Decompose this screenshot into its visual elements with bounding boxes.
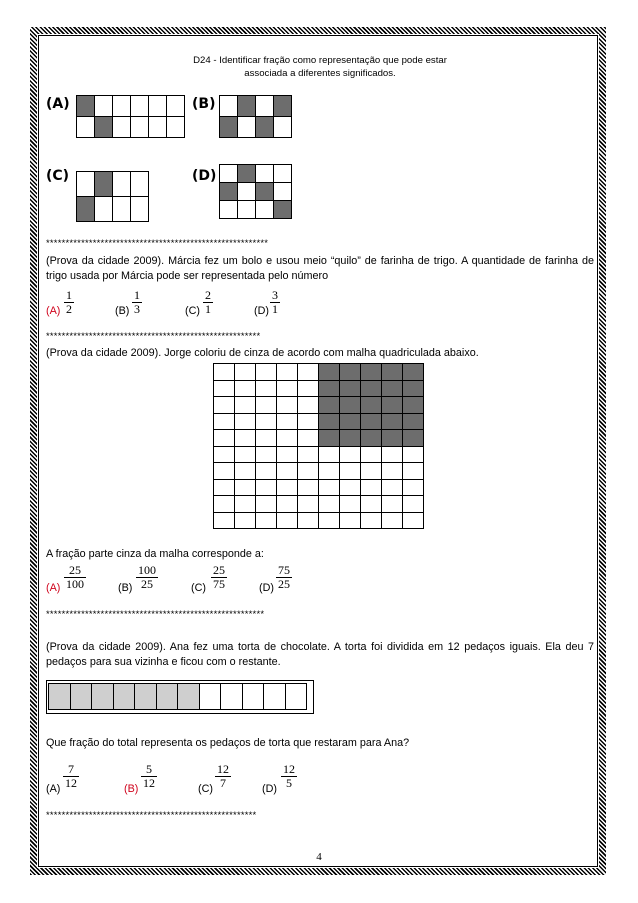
grid-cell xyxy=(339,396,361,414)
grid-cell xyxy=(234,479,256,497)
q1-option-fraction xyxy=(203,289,213,316)
grid-cell xyxy=(297,396,319,414)
pie-piece xyxy=(70,683,93,710)
grid-cell xyxy=(339,380,361,398)
grid-cell xyxy=(94,171,113,197)
grid-cell xyxy=(360,512,382,530)
grid-cell xyxy=(213,396,235,414)
grid-cell xyxy=(381,446,403,464)
grid-cell xyxy=(219,164,238,183)
grid-cell xyxy=(297,429,319,447)
denominator: 12 xyxy=(143,776,155,790)
grid-cell xyxy=(297,446,319,464)
grid-cell xyxy=(402,363,424,381)
numerator: 25 xyxy=(213,563,225,577)
grid-cell xyxy=(273,116,292,138)
grid-cell xyxy=(166,95,185,117)
grid-cell xyxy=(381,380,403,398)
pie-piece xyxy=(263,683,286,710)
pie-bar xyxy=(49,684,307,710)
grid-cell xyxy=(297,380,319,398)
grid-cell xyxy=(360,380,382,398)
grid-cell xyxy=(381,429,403,447)
grid-cell xyxy=(166,116,185,138)
numerator: 1 xyxy=(134,288,140,302)
grid-cell xyxy=(237,164,256,183)
grid-cell xyxy=(339,446,361,464)
q1-option-fraction xyxy=(64,289,74,316)
grid-cell xyxy=(148,116,167,138)
q2-option-fraction xyxy=(276,564,292,591)
grid-cell xyxy=(213,479,235,497)
grid-cell xyxy=(297,413,319,431)
separator: ******************************************************** xyxy=(46,609,265,620)
numerator: 12 xyxy=(283,762,295,776)
grid-cell xyxy=(297,462,319,480)
grid-cell xyxy=(130,116,149,138)
grid-cell xyxy=(360,396,382,414)
grid-cell xyxy=(297,479,319,497)
grid-cell xyxy=(297,363,319,381)
grid-cell xyxy=(360,413,382,431)
grid-cell xyxy=(255,479,277,497)
header-line-1: D24 - Identificar fração como representação que pode estar xyxy=(193,55,447,66)
grid-cell xyxy=(234,429,256,447)
grid-cell xyxy=(402,495,424,513)
grid-cell xyxy=(273,164,292,183)
q2-option-fraction xyxy=(64,564,86,591)
grid-cell xyxy=(112,196,131,222)
figure-a-grid xyxy=(77,96,185,138)
header xyxy=(130,54,510,80)
grid-cell xyxy=(213,512,235,530)
grid-cell xyxy=(402,479,424,497)
pie-piece xyxy=(156,683,179,710)
grid-cell xyxy=(148,95,167,117)
grid-cell xyxy=(76,95,95,117)
q3-option-label: (D) xyxy=(262,783,277,795)
grid-cell xyxy=(130,196,149,222)
grid-cell xyxy=(219,182,238,201)
grid-cell xyxy=(318,429,340,447)
grid-cell xyxy=(360,495,382,513)
grid-cell xyxy=(255,495,277,513)
grid-cell xyxy=(213,429,235,447)
q2-option-label: (B) xyxy=(118,582,133,594)
q2-option-fraction xyxy=(136,564,158,591)
q2-option-fraction xyxy=(211,564,227,591)
denominator: 75 xyxy=(213,577,225,591)
grid-cell xyxy=(381,413,403,431)
denominator: 12 xyxy=(65,776,77,790)
question-3-prompt: Que fração do total representa os pedaços de torta que restaram para Ana? xyxy=(46,737,410,749)
grid-cell xyxy=(273,182,292,201)
grid-cell xyxy=(130,171,149,197)
grid-cell xyxy=(276,413,298,431)
grid-cell xyxy=(213,413,235,431)
denominator: 2 xyxy=(66,302,72,316)
grid-cell xyxy=(76,171,95,197)
denominator: 25 xyxy=(136,577,158,591)
grid-cell xyxy=(318,462,340,480)
grid-cell xyxy=(318,363,340,381)
question-2-text: (Prova da cidade 2009). Jorge coloriu de cinza de acordo com malha quadriculada abaixo. xyxy=(46,347,479,359)
numerator: 3 xyxy=(272,288,278,302)
pie-piece xyxy=(91,683,114,710)
grid-cell xyxy=(255,396,277,414)
grid-cell xyxy=(339,495,361,513)
grid-cell xyxy=(237,200,256,219)
q1-option-label: (A) xyxy=(46,305,61,317)
q3-option-label: (A) xyxy=(46,783,61,795)
denominator: 25 xyxy=(278,577,290,591)
pie-piece xyxy=(134,683,157,710)
q1-option-label: (C) xyxy=(185,305,200,317)
pie-piece xyxy=(199,683,222,710)
grid-cell xyxy=(339,512,361,530)
grid-cell xyxy=(381,363,403,381)
grid-cell xyxy=(318,495,340,513)
grid-cell xyxy=(234,396,256,414)
numerator: 2 xyxy=(205,288,211,302)
grid-cell xyxy=(402,512,424,530)
grid-cell xyxy=(112,116,131,138)
numerator: 12 xyxy=(217,762,229,776)
grid-cell xyxy=(318,446,340,464)
separator: ******************************************************* xyxy=(46,331,261,342)
grid-cell xyxy=(360,363,382,381)
grid-cell xyxy=(255,429,277,447)
grid-cell xyxy=(318,479,340,497)
grid-cell xyxy=(213,495,235,513)
grid-cell xyxy=(130,95,149,117)
grid-cell xyxy=(237,116,256,138)
grid-cell xyxy=(276,380,298,398)
pie-piece xyxy=(285,683,308,710)
q1-option-fraction xyxy=(132,289,142,316)
grid-cell xyxy=(276,512,298,530)
question-1-text: (Prova da cidade 2009). Márcia fez um bolo e usou meio “quilo” de farinha de trigo. A quantidade de farinha de trigo usada por Márcia pode ser representada pelo número xyxy=(46,255,594,282)
q2-option-label: (C) xyxy=(191,582,206,594)
question-2-prompt: A fração parte cinza da malha corresponde a: xyxy=(46,548,264,560)
q3-option-label: (C) xyxy=(198,783,213,795)
grid-cell xyxy=(276,495,298,513)
grid-cell xyxy=(213,462,235,480)
grid-cell xyxy=(297,495,319,513)
pie-piece xyxy=(242,683,265,710)
grid-cell xyxy=(402,380,424,398)
q2-option-label: (D) xyxy=(259,582,274,594)
grid-cell xyxy=(94,116,113,138)
grid-cell xyxy=(402,429,424,447)
grid-cell xyxy=(234,413,256,431)
question-3-text: (Prova da cidade 2009). Ana fez uma torta de chocolate. A torta foi dividida em 12 pedaços iguais. Ela deu 7 pedaços para sua vizinha e ficou com o restante. xyxy=(46,641,594,668)
grid-cell xyxy=(276,396,298,414)
grid-cell xyxy=(273,200,292,219)
figure-label-b: (B) xyxy=(192,96,216,112)
grid-cell xyxy=(255,200,274,219)
pie-piece xyxy=(113,683,136,710)
grid-cell xyxy=(339,479,361,497)
page-number: 4 xyxy=(316,851,322,863)
grid-cell xyxy=(213,363,235,381)
grid-cell xyxy=(255,164,274,183)
grid-cell xyxy=(237,182,256,201)
denominator: 3 xyxy=(134,302,140,316)
numerator: 100 xyxy=(138,563,156,577)
grid-cell xyxy=(276,462,298,480)
numerator: 25 xyxy=(69,563,81,577)
separator: ****************************************************** xyxy=(46,810,257,821)
grid-cell xyxy=(255,512,277,530)
grid-cell xyxy=(219,95,238,117)
checkered-grid xyxy=(214,364,424,529)
separator: ********************************************************* xyxy=(46,238,269,249)
q1-option-label: (D) xyxy=(254,305,269,317)
grid-cell xyxy=(276,363,298,381)
numerator: 75 xyxy=(278,563,290,577)
header-line-2: associada a diferentes significados. xyxy=(244,68,396,79)
grid-cell xyxy=(255,413,277,431)
grid-cell xyxy=(318,512,340,530)
grid-cell xyxy=(381,479,403,497)
figure-d-grid xyxy=(220,165,292,219)
grid-cell xyxy=(402,446,424,464)
grid-cell xyxy=(297,512,319,530)
figure-label-c: (C) xyxy=(46,168,70,184)
denominator: 5 xyxy=(281,776,297,790)
q3-option-fraction xyxy=(281,763,297,790)
pie-piece xyxy=(48,683,71,710)
grid-cell xyxy=(234,495,256,513)
denominator: 7 xyxy=(215,776,231,790)
grid-cell xyxy=(219,116,238,138)
grid-cell xyxy=(94,95,113,117)
numerator: 5 xyxy=(146,762,152,776)
numerator: 1 xyxy=(66,288,72,302)
grid-cell xyxy=(112,171,131,197)
grid-cell xyxy=(219,200,238,219)
q1-option-fraction xyxy=(270,289,280,316)
grid-cell xyxy=(255,363,277,381)
grid-cell xyxy=(255,95,274,117)
grid-cell xyxy=(402,396,424,414)
grid-cell xyxy=(360,479,382,497)
q1-option-label: (B) xyxy=(115,305,130,317)
pie-piece xyxy=(177,683,200,710)
grid-cell xyxy=(255,446,277,464)
grid-cell xyxy=(339,363,361,381)
grid-cell xyxy=(402,413,424,431)
figure-c-grid xyxy=(77,172,149,222)
grid-cell xyxy=(273,95,292,117)
pie-piece xyxy=(220,683,243,710)
grid-cell xyxy=(213,446,235,464)
grid-cell xyxy=(360,462,382,480)
grid-cell xyxy=(381,462,403,480)
grid-cell xyxy=(318,413,340,431)
grid-cell xyxy=(112,95,131,117)
q3-option-fraction xyxy=(141,763,157,790)
grid-cell xyxy=(255,462,277,480)
grid-cell xyxy=(255,380,277,398)
denominator: 1 xyxy=(205,302,211,316)
grid-cell xyxy=(255,182,274,201)
grid-cell xyxy=(213,380,235,398)
denominator: 100 xyxy=(66,577,84,591)
grid-cell xyxy=(339,462,361,480)
grid-cell xyxy=(276,429,298,447)
grid-cell xyxy=(318,380,340,398)
grid-cell xyxy=(360,429,382,447)
grid-cell xyxy=(276,446,298,464)
grid-cell xyxy=(339,429,361,447)
numerator: 7 xyxy=(68,762,74,776)
figure-label-a: (A) xyxy=(46,96,70,112)
grid-cell xyxy=(237,95,256,117)
grid-cell xyxy=(339,413,361,431)
grid-cell xyxy=(234,363,256,381)
figure-b-grid xyxy=(220,96,292,138)
grid-cell xyxy=(234,512,256,530)
q2-option-label: (A) xyxy=(46,582,61,594)
grid-cell xyxy=(234,380,256,398)
grid-cell xyxy=(276,479,298,497)
figure-label-d: (D) xyxy=(192,168,217,184)
denominator: 1 xyxy=(272,302,278,316)
q3-option-fraction xyxy=(215,763,231,790)
grid-cell xyxy=(402,462,424,480)
grid-cell xyxy=(255,116,274,138)
grid-cell xyxy=(381,512,403,530)
grid-cell xyxy=(381,396,403,414)
grid-cell xyxy=(94,196,113,222)
q3-option-fraction xyxy=(63,763,79,790)
grid-cell xyxy=(76,196,95,222)
grid-cell xyxy=(381,495,403,513)
grid-cell xyxy=(360,446,382,464)
grid-cell xyxy=(318,396,340,414)
grid-cell xyxy=(76,116,95,138)
q3-option-label: (B) xyxy=(124,783,139,795)
grid-cell xyxy=(234,446,256,464)
grid-cell xyxy=(234,462,256,480)
